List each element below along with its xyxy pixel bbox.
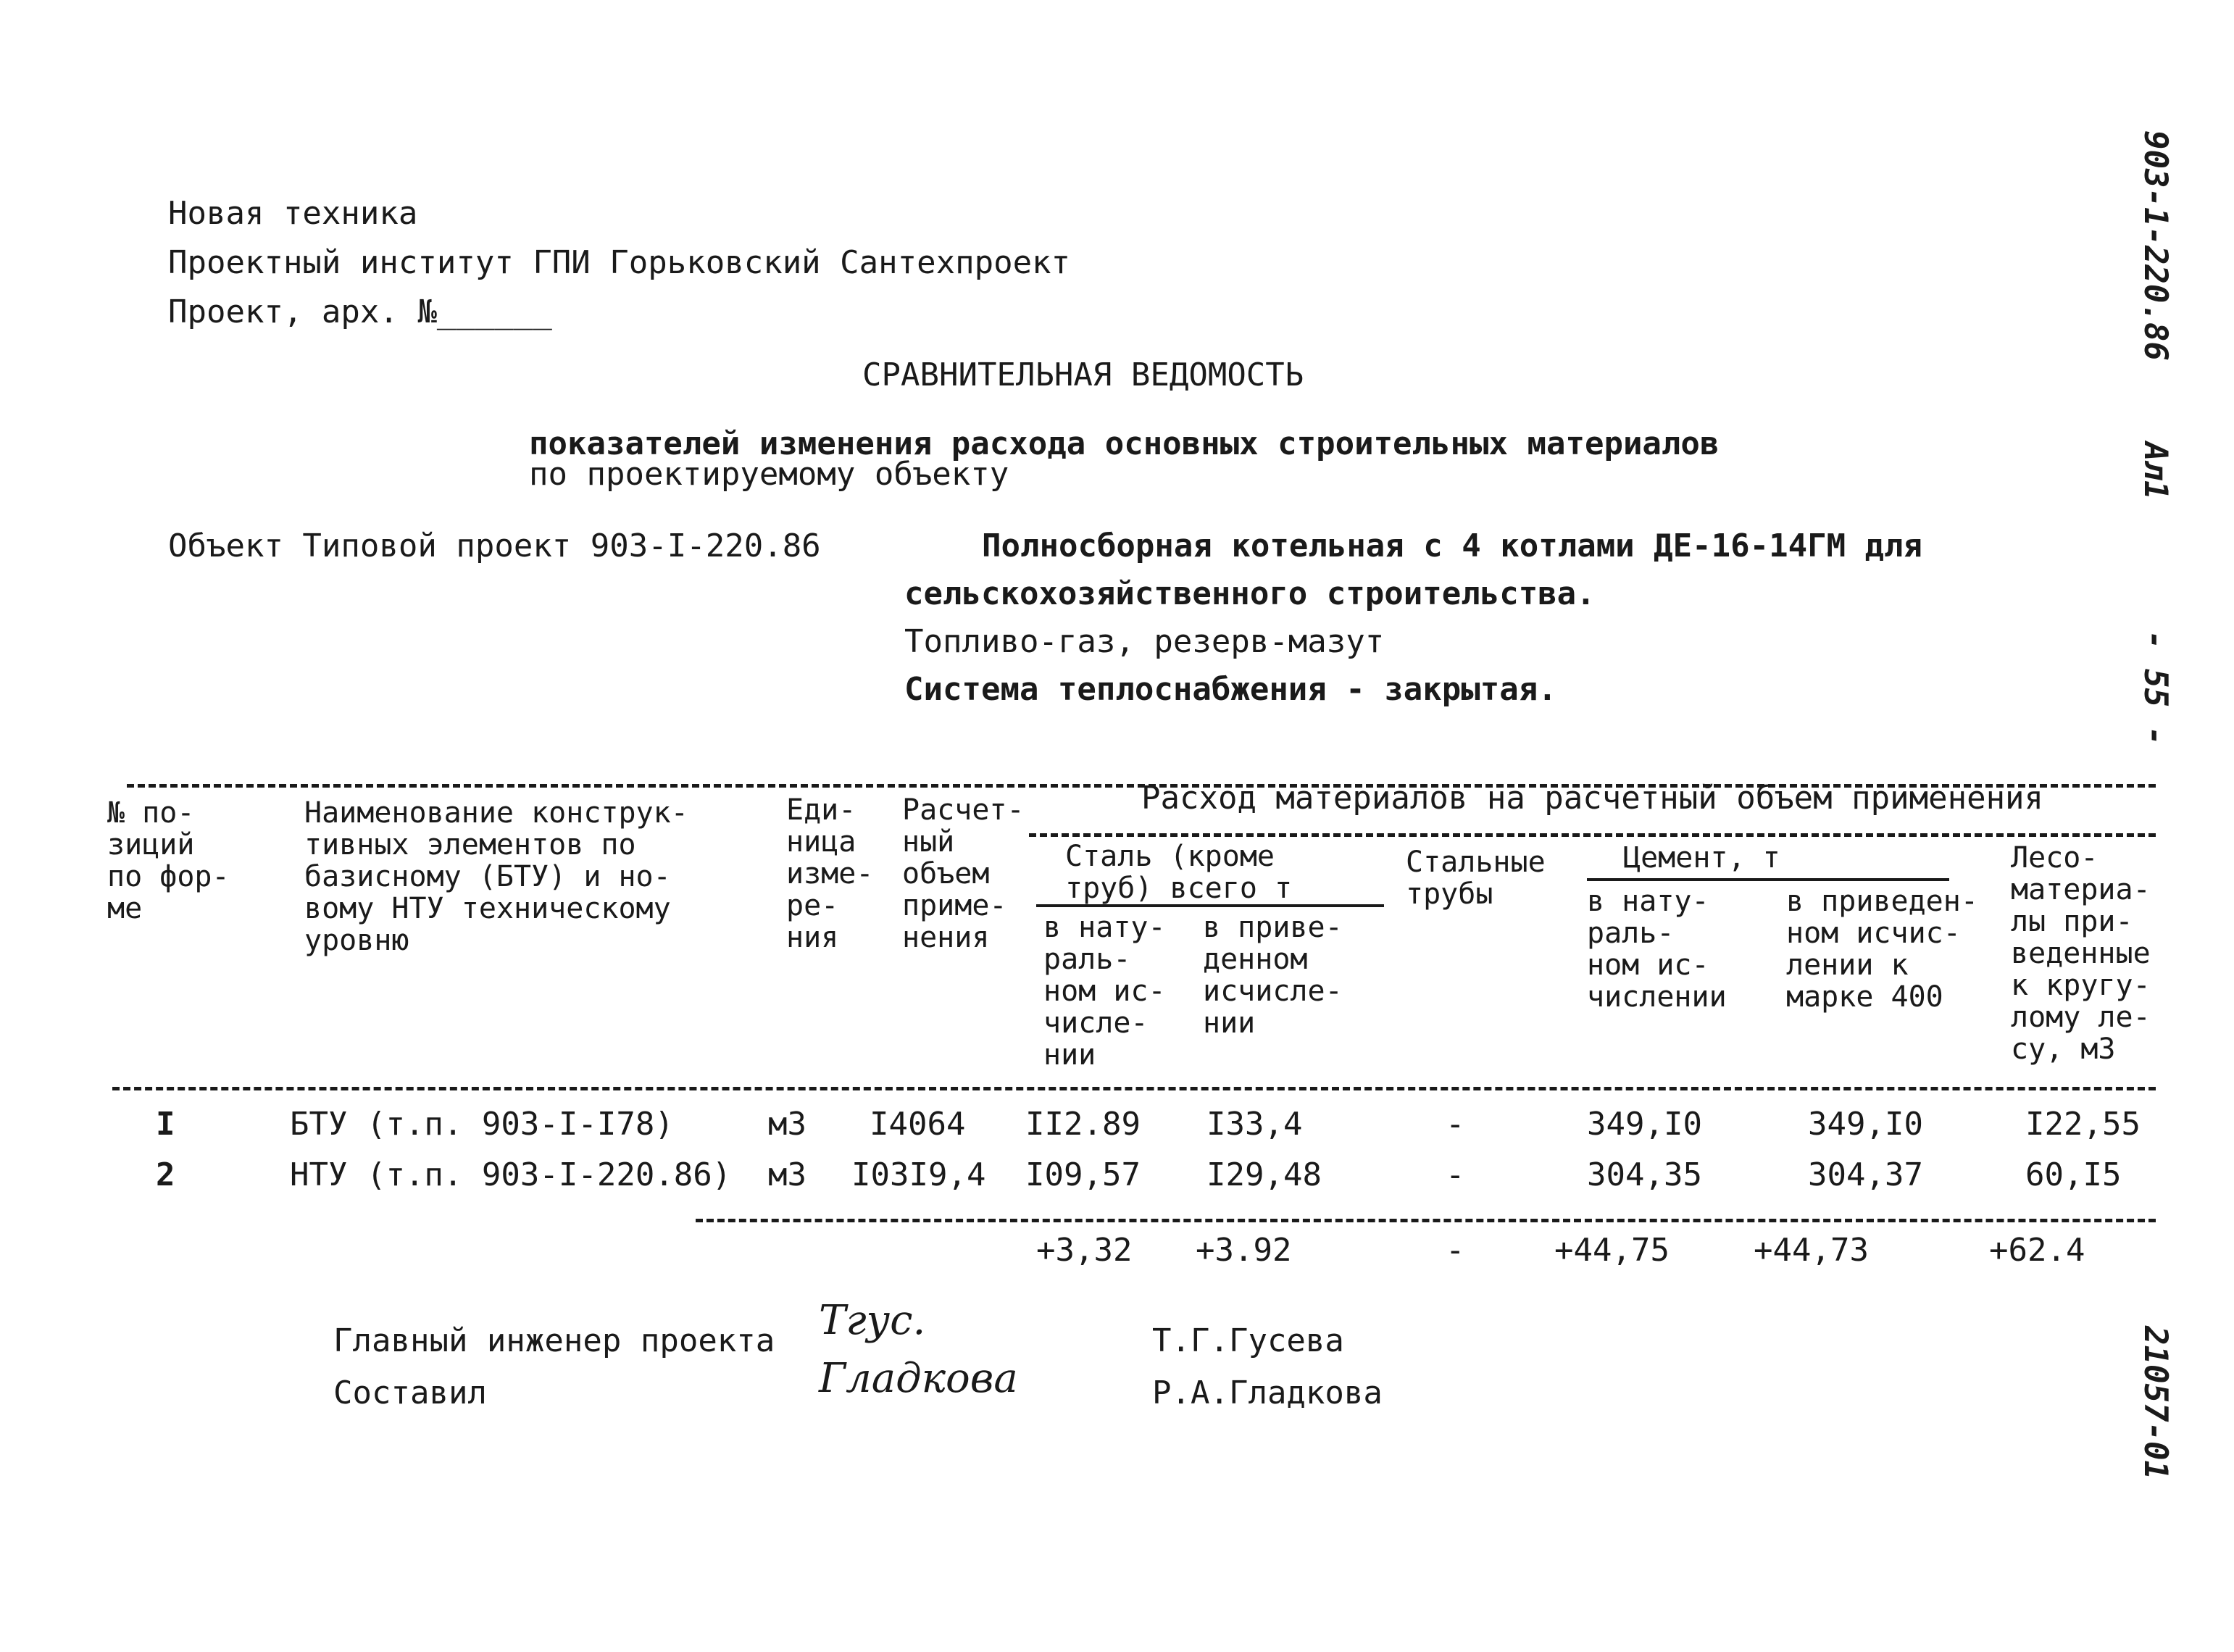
- col-header-cement: Цемент, т: [1623, 841, 1780, 875]
- compiler-signature: Гладкова: [819, 1355, 1018, 1402]
- object-desc-3: Топливо-газ, резерв-мазут: [904, 623, 1385, 660]
- col-header-cement-natural: в нату- раль- ном ис- числении: [1587, 885, 1727, 1014]
- compiler-label: Составил: [333, 1374, 487, 1411]
- margin-album: Ал1: [2137, 442, 2174, 500]
- row-cement-natural: 349,I0: [1587, 1106, 1702, 1143]
- row-unit: м3: [768, 1156, 807, 1193]
- col-header-wood: Лесо- материа- лы при- веденные к кругу- лому ле- су, м3: [2011, 841, 2151, 1066]
- document-title: СРАВНИТЕЛЬНАЯ ВЕДОМОСТЬ: [862, 356, 1304, 393]
- header-line-3: Проект, арх. №______: [168, 293, 552, 330]
- object-desc-2: сельскохозяйственного строительства.: [904, 575, 1596, 612]
- row-cement-reduced: 304,37: [1808, 1156, 1923, 1193]
- col-header-name: Наименование конструк- тивных элементов по базисному (БТУ) и но- вому НТУ техническому уровню: [304, 796, 688, 957]
- col-header-steel-natural: в нату- раль- ном ис- числе- нии: [1043, 911, 1166, 1072]
- total-pipes: -: [1446, 1232, 1465, 1269]
- row-pipes: -: [1446, 1106, 1465, 1143]
- col-header-steel: Сталь (кроме труб) всего т: [1065, 840, 1293, 905]
- row-steel-reduced: I29,48: [1206, 1156, 1322, 1193]
- totals-rule: [696, 1219, 2156, 1222]
- cement-rule: [1587, 878, 1949, 881]
- chief-engineer-signature: Тгус.: [819, 1297, 926, 1344]
- row-wood: 60,I5: [2025, 1156, 2122, 1193]
- header-line-1: Новая техника: [168, 195, 418, 232]
- row-cement-reduced: 349,I0: [1808, 1106, 1923, 1143]
- object-label: Объект Типовой проект 903-I-220.86: [168, 527, 821, 564]
- row-name: НТУ (т.п. 903-I-220.86): [290, 1156, 732, 1193]
- steel-rule: [1036, 904, 1384, 907]
- header-bottom-rule: [112, 1087, 2156, 1090]
- compiler-name: Р.А.Гладкова: [1152, 1374, 1383, 1411]
- row-volume: I03I9,4: [851, 1156, 986, 1193]
- row-position: I: [156, 1106, 175, 1143]
- col-header-cement-reduced: в приведен- ном исчис- лении к марке 400: [1786, 885, 1978, 1014]
- chief-engineer-label: Главный инженер проекта: [333, 1322, 775, 1359]
- chief-engineer-name: Т.Г.Гусева: [1152, 1322, 1344, 1359]
- total-steel-reduced: +3.92: [1196, 1232, 1292, 1269]
- col-header-unit: Еди- ница изме- ре- ния: [786, 793, 874, 954]
- subtitle-line-2: по проектируемому объекту: [529, 456, 1009, 493]
- object-desc-4: Система теплоснабжения - закрытая.: [904, 671, 1557, 708]
- total-cement-reduced: +44,73: [1754, 1232, 1869, 1269]
- group-rule: [1029, 833, 2156, 837]
- row-volume: I4064: [870, 1106, 966, 1143]
- row-steel-natural: I09,57: [1025, 1156, 1141, 1193]
- row-steel-reduced: I33,4: [1206, 1106, 1303, 1143]
- row-pipes: -: [1446, 1156, 1465, 1193]
- row-unit: м3: [768, 1106, 807, 1143]
- total-wood: +62.4: [1989, 1232, 2085, 1269]
- col-header-position: № по- зиций по фор- ме: [107, 796, 230, 925]
- row-name: БТУ (т.п. 903-I-I78): [290, 1106, 674, 1143]
- col-header-pipes: Стальные трубы: [1406, 846, 1546, 911]
- margin-page-number: - 55 -: [2137, 630, 2174, 746]
- margin-code-bottom: 21057-01: [2137, 1326, 2174, 1480]
- total-cement-natural: +44,75: [1554, 1232, 1670, 1269]
- subtitle-line-1: показателей изменения расхода основных строительных материалов: [529, 425, 1720, 462]
- col-header-group: Расход материалов на расчетный объем применения: [1141, 780, 2044, 817]
- col-header-volume: Расчет- ный объем приме- нения: [902, 793, 1025, 954]
- col-header-steel-reduced: в приве- денном исчисле- нии: [1203, 911, 1343, 1040]
- row-position: 2: [156, 1156, 175, 1193]
- object-desc-1: Полносборная котельная с 4 котлами ДЕ-16-14ГМ для: [982, 527, 1923, 564]
- row-wood: I22,55: [2025, 1106, 2141, 1143]
- row-steel-natural: II2.89: [1025, 1106, 1141, 1143]
- total-steel-natural: +3,32: [1036, 1232, 1133, 1269]
- header-line-2: Проектный институт ГПИ Горьковский Сантехпроект: [168, 244, 1071, 281]
- row-cement-natural: 304,35: [1587, 1156, 1702, 1193]
- margin-code-top: 903-1-220.86: [2137, 130, 2174, 361]
